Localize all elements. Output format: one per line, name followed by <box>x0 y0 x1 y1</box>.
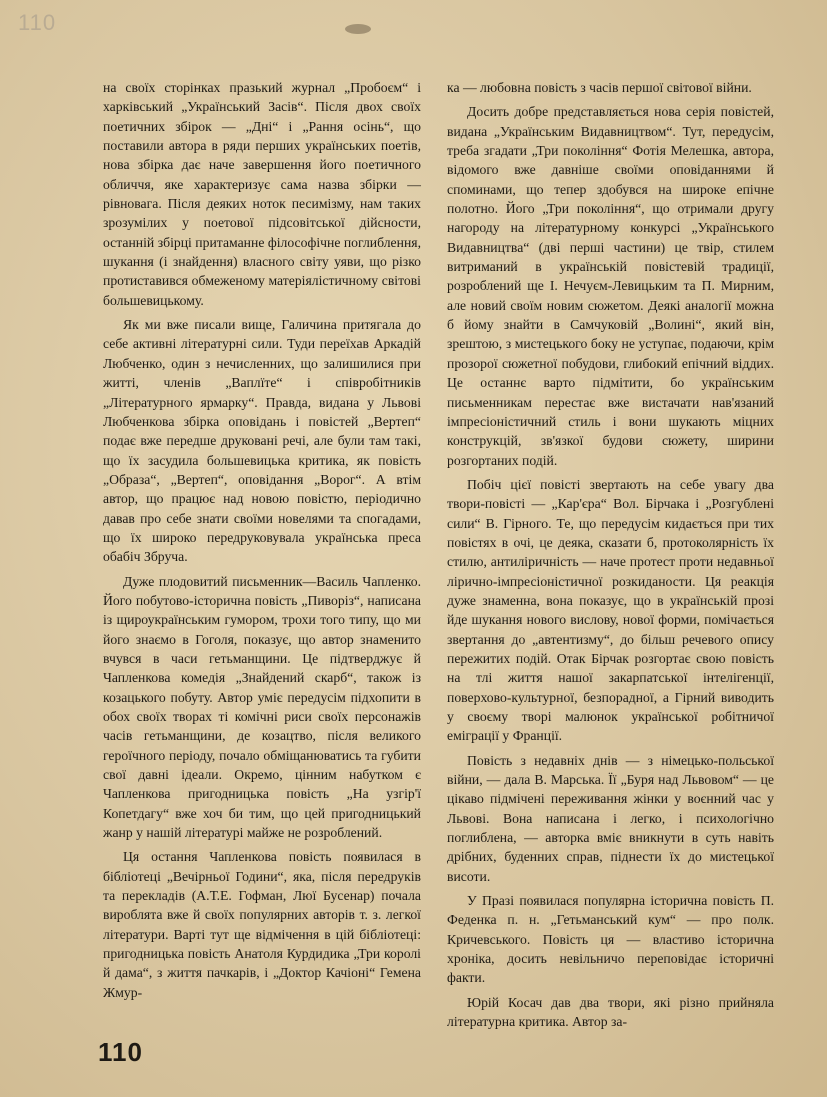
paragraph: Ця остання Чапленкова повість появилася в бібліотеці „Вечірньої Години“, яка, після передруків та перекладів (А.Т.Е. Гофман, Люї Бусенар) почала вироблята вже й своїх популярних авторів т. з. легкої літератури. Варті тут ще відмічення в цій бібліотеці: пригодницька повість Анатоля Курдидика „Три королі й дама“, з життя пачкарів, і „Доктор Качіоні“ Гемена Жмур- <box>103 849 421 1000</box>
ink-stain <box>345 24 371 34</box>
paragraph: Як ми вже писали вище, Галичина притягала до себе активні літературні сили. Туди переїхав Аркадій Любченко, один з нечисленних, що залишилися при житті, членів „Ваплїте“ і співробітників „Літературного ярмарку“. Правда, видана у Львові Любченкова збірка оповідань і повістей „Вертеп“ подає вже передше друковані речі, але були там такі, що їх засудила большевицька критика, як повість „Образа“, „Вертеп“, оповідання „Ворог“. А втім автор, що працює над новою повістю, періодично давав про себе знати своїми новелями та спогадами, що їх широко передруковувала українська преса обабіч Збруча. <box>103 317 421 565</box>
left-column <box>103 78 421 1002</box>
paragraph: ка — любовна повість з часів першої світової війни. <box>447 80 752 95</box>
paragraph: Юрій Косач дав два твори, які різно прийняла літературна критика. Автор за- <box>447 994 774 1030</box>
paragraph: У Празі появилася популярна історична повість П. Феденка п. н. „Гетьманський кум“ — про полк. Кричевського. Повість ця — властиво історична хроніка, досить невільничо переповідає історичні факти. <box>447 893 774 986</box>
paragraph: Досить добре представляється нова серія повістей, видана „Українським Видавництвом“. Тут, передусім, треба згадати „Три покоління“ Фотія Мелешка, автора, відомого вже давніше своїми оповіданнями й споминами, що тепер здобувся на широке епічне полотно. Його „Три покоління“, що отримали другу нагороду на літературному конкурсі „Українського Видавництва“ (дві перші частини) це твір, стилем витриманий в українській повістевій традиції, розроблений ще І. Нечуєм-Левицьким та П. Мирним, але новий своїм новим сюжетом. Деякі аналогії можна б йому знайти в Самчуковій „Волині“, який він, зрештою, з мистецького боку не уступає, подаючи, крім прозорої сюжетної побудови, глибокий епічний віддих. Це останнє варто підмітити, бо українським письменникам перестає вже вистачати нав'язаний імпресіоністичний стиль і вони шукають міцних конструкцій, зв'язкої будови сюжету, ширини розгортаних подій. <box>447 104 774 468</box>
paragraph: на своїх сторінках празький журнал „Пробоєм“ і харківський „Український Засів“. Після двох своїх поетичних збірок — „Дні“ і „Рання осінь“, що поставили автора в ряди перших українських поетів, нова збірка дає наче завершення його поетичного обличчя, яке характеризує сама назва збірки — рівновага. Після деяких ноток песимізму, нам таких зрозумілих у поетової підсовітської дійсности, останній збірці притаманне філософічне поглиблення, шукання (і знайдення) власного світу уяви, що різко протиставився обмеженому матеріялістичному світові большевицькому. <box>103 80 421 308</box>
right-column <box>447 78 774 1032</box>
handwritten-page-mark: 110 <box>18 10 57 35</box>
paragraph: Повість з недавніх днів — з німецько-польської війни, — дала В. Марська. Її „Буря над Львовом“ — це цікаво підмічені переживання жінки у воєнний час у Львові. Вона написана і легко, і психологічно поглиблена, — авторка вміє вникнути в суть навіть дрібних, буденних справ, піднести їх до мистецької висоти. <box>447 752 774 884</box>
paragraph: Дуже плодовитий письменник—Василь Чапленко. Його побутово-історична повість „Пиворіз“, написана із щироукраїнським гумором, трохи того типу, що ми його знаємо в Гоголя, показує, що автор знаменито вчувся в часи гетьманщини. Це підтверджує й Чапленкова комедія „Знайдений скарб“, також із козацького побуту. Автор уміє передусім підхопити в обох своїх творах ті комічні риси своїх персонажів часів гетьманщини, де козацтво, після великого героїчного періоду, почало обміщанюватись та губити свої давні ідеали. Окремо, цінним набутком є Чапленкова пригодницька повість „На узгір'ї Копетдагу“ вже хоч би тим, що цей пригодницький жанр у нашій літературі майже не розроблений. <box>103 573 421 841</box>
page-number: 110 <box>98 1037 143 1067</box>
paragraph: Побіч цієї повісті звертають на себе увагу два твори-повісті — „Кар'єра“ Вол. Бірчака і „Розгублені сили“ В. Гірного. Те, що передусім кидається при тих повістях в очі, це деяка, сказати б, протоколярність їх стилю, антиліричність — наче протест проти недавньої лірично-імпресіоністичної розкиданости. Ця реакція дуже знаменна, вона показує, що в українській прозі йде шукання нового вислову, нової форми, помічається звертання до „автентизму“, до більш речевого опису пережитих подій. Отак Бірчак розгортає свою повість на тлі життя нашої закарпатської інтелігенції, поверхово-культурної, безпорадної, а Гірний виводить у своєму творі малюнок української робітничої еміграції у Франції. <box>447 476 774 744</box>
